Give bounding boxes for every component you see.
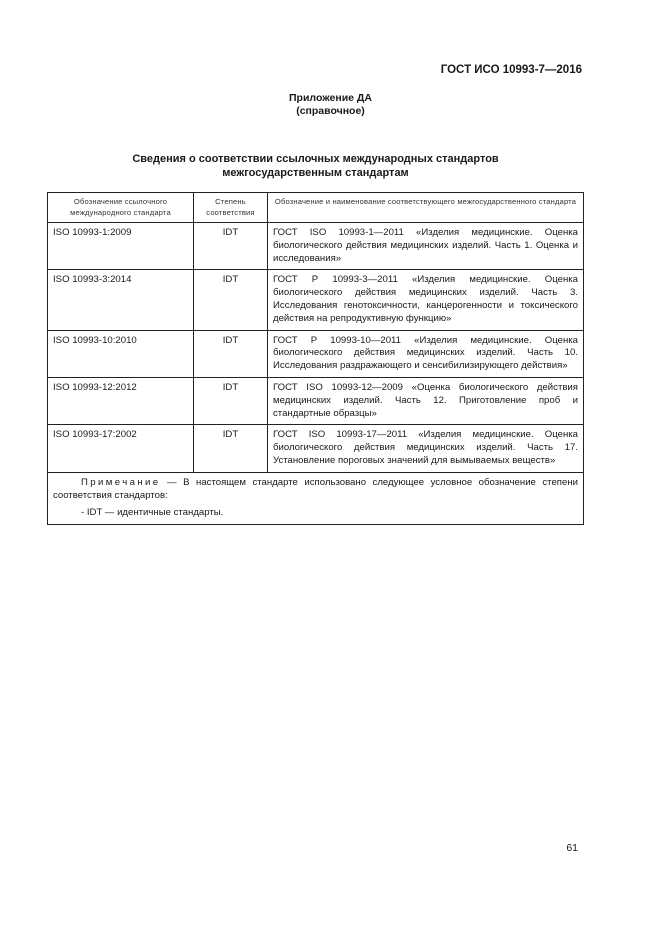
table-note [48, 472, 584, 524]
table-title [0, 153, 631, 180]
table-row [48, 270, 584, 330]
national-standard-cell: ГОСТ ISO 10993-12—2009 «Оценка биологического действия медицинских изделий. Часть 12. Приготовление проб и стандартные образцы» [268, 377, 584, 424]
table-row [48, 425, 584, 472]
degree-cell: IDT [194, 270, 268, 330]
international-standard-cell: ISO 10993-17:2002 [48, 425, 194, 472]
table-row [48, 330, 584, 377]
national-standard-cell: ГОСТ Р 10993-3—2011 «Изделия медицинские. Оценка биологического действия медицинских изделий. Часть 3. Исследования генотоксичности, канцерогенности и токсического действия на репродуктивную функцию» [268, 270, 584, 330]
international-standard-cell: ISO 10993-10:2010 [48, 330, 194, 377]
national-standard-cell: ГОСТ Р 10993-10—2011 «Изделия медицинские. Оценка биологического действия медицинских изделий. Часть 10. Исследования раздражающего и сенсибилизирующего действия» [268, 330, 584, 377]
degree-cell: IDT [194, 330, 268, 377]
header-international-standard: Обозначение ссылочного международного стандарта [48, 193, 194, 223]
table-header-row [48, 193, 584, 223]
note-label: Примечание [81, 476, 161, 488]
table-note-row [48, 472, 584, 524]
international-standard-cell: ISO 10993-1:2009 [48, 223, 194, 270]
document-code: ГОСТ ИСО 10993-7—2016 [440, 64, 582, 76]
table-title-line-2: межгосударственным стандартам [222, 166, 409, 179]
degree-cell: IDT [194, 425, 268, 472]
header-degree: Степень соответствия [194, 193, 268, 223]
degree-cell: IDT [194, 223, 268, 270]
national-standard-cell: ГОСТ ISO 10993-1—2011 «Изделия медицинские. Оценка биологического действия медицинских изделий. Часть 1. Оценка и исследования» [268, 223, 584, 270]
annex-heading [0, 92, 661, 118]
table-row [48, 377, 584, 424]
note-text: — В настоящем стандарте использовано следующее условное обозначение степени соответствия стандартов: [53, 476, 578, 501]
header-national-standard: Обозначение и наименование соответствующего межгосударственного стандарта [268, 193, 584, 223]
international-standard-cell: ISO 10993-3:2014 [48, 270, 194, 330]
international-standard-cell: ISO 10993-12:2012 [48, 377, 194, 424]
degree-cell: IDT [194, 377, 268, 424]
annex-subtitle: (справочное) [296, 105, 365, 117]
note-list-item: - IDT — идентичные стандарты. [81, 507, 224, 519]
note-text-line [53, 477, 578, 503]
correspondence-table [47, 192, 584, 525]
page-number: 61 [566, 842, 578, 854]
annex-title: Приложение ДА [289, 92, 372, 104]
national-standard-cell: ГОСТ ISO 10993-17—2011 «Изделия медицинские. Оценка биологического действия медицинских изделий. Часть 17. Установление пороговых значений для вымываемых веществ» [268, 425, 584, 472]
table-title-line-1: Сведения о соответствии ссылочных международных стандартов [132, 153, 499, 165]
table-row [48, 223, 584, 270]
